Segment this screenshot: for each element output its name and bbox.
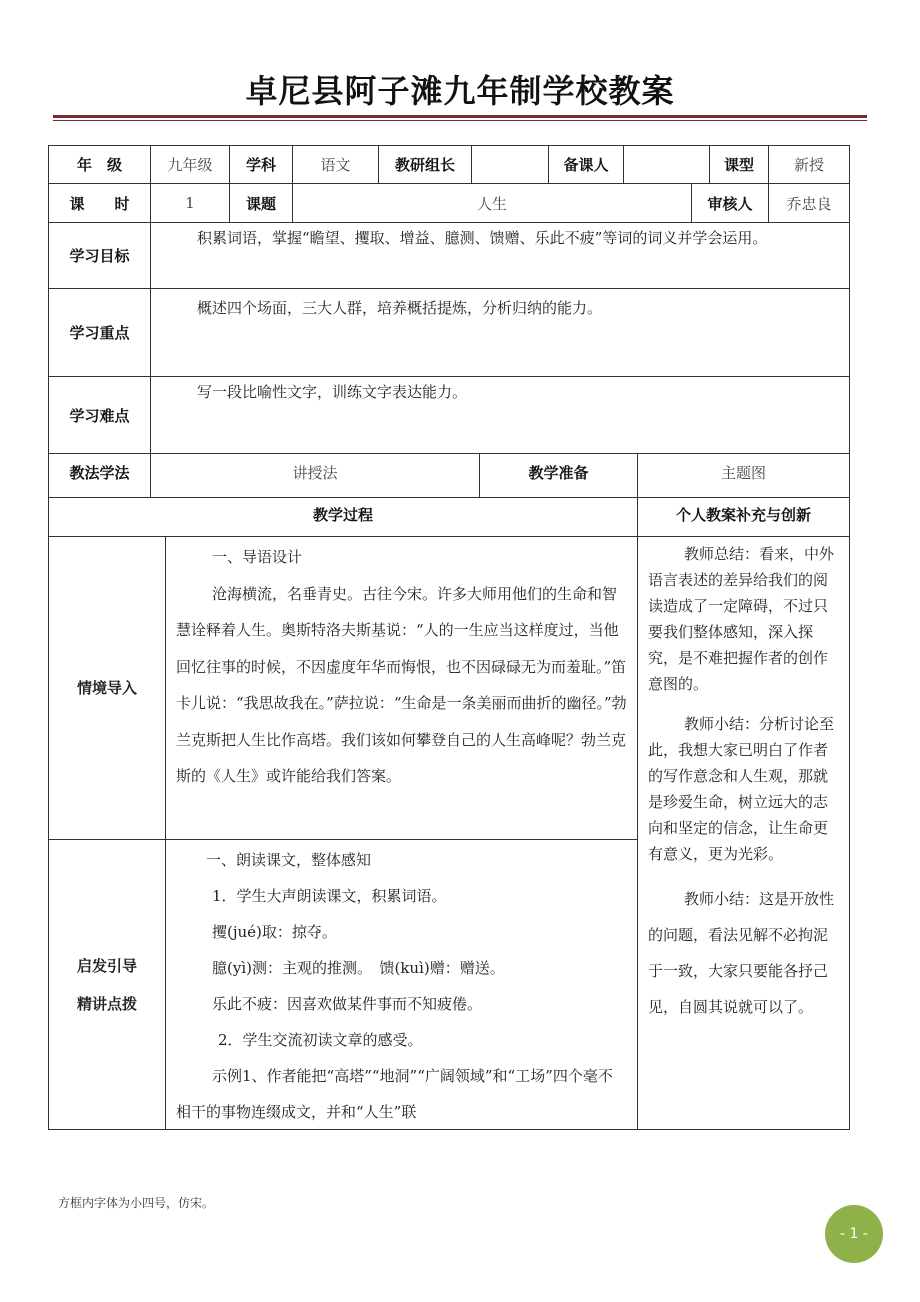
section2-content xyxy=(165,839,638,1130)
grade-label: 年 级 xyxy=(48,145,151,184)
supplement-note-2: 教师小结：分析讨论至此，我想大家已明白了作者的写作意念和人生观，那就是珍爱生命，树立远大的志向和坚定的信念，让生命更有意义，更为光彩。 xyxy=(648,715,835,863)
key-points-text: 概述四个场面，三大人群，培养概括提炼，分析归纳的能力。 xyxy=(150,288,850,377)
process-header: 教学过程 xyxy=(48,497,638,537)
subject-value: 语文 xyxy=(292,145,379,184)
supplement-header: 个人教案补充与创新 xyxy=(637,497,850,537)
goals-label: 学习目标 xyxy=(48,222,151,289)
teaching-prep-label: 教学准备 xyxy=(479,453,638,498)
lesson-type-label: 课型 xyxy=(709,145,769,184)
topic-value: 人生 xyxy=(292,183,692,223)
period-label: 课 时 xyxy=(48,183,151,223)
reviewer-value: 乔忠良 xyxy=(768,183,850,223)
methods-value: 讲授法 xyxy=(150,453,480,498)
section1-paragraph: 沧海横流，名垂青史。古往今宋。许多大师用他们的生命和智慧诠释着人生。奥斯特洛夫斯基说：“人的一生应当这样度过，当他回忆往事的时候，不因虚度年华而悔恨，也不因碌碌无为而羞耻。”笛卡儿说：“我思故我在。”萨拉说：“生命是一条美丽而曲折的幽径。”勃兰克斯把人生比作高塔。我们该如何攀登自己的人生高峰呢？勃兰克斯的《人生》或许能给我们答案。 xyxy=(176,584,627,785)
methods-label: 教法学法 xyxy=(48,453,151,498)
group-leader-value xyxy=(471,145,549,184)
difficulties-label: 学习难点 xyxy=(48,376,151,454)
section2-label-line2: 精讲点拨 xyxy=(76,994,137,1013)
topic-label: 课题 xyxy=(229,183,293,223)
page-number-badge: - 1 - xyxy=(825,1205,883,1263)
period-value: 1 xyxy=(150,183,230,223)
section2-heading: 一、朗读课文，整体感知 xyxy=(206,851,372,869)
section2-label xyxy=(48,839,166,1130)
section2-example: 示例1、作者能把“高塔”“地洞”“广阔领域”和“工场”四个毫不相干的事物连缀成文，并和“人生”联 xyxy=(176,1067,613,1121)
reviewer-label: 审核人 xyxy=(691,183,769,223)
goals-text: 积累词语，掌握“瞻望、攫取、增益、臆测、馈赠、乐此不疲”等词的词义并学会运用。 xyxy=(150,222,850,289)
title-rule-thin xyxy=(53,120,867,121)
key-points-label: 学习重点 xyxy=(48,288,151,377)
difficulties-text: 写一段比喻性文字，训练文字表达能力。 xyxy=(150,376,850,454)
preparer-label: 备课人 xyxy=(548,145,624,184)
teaching-prep-value: 主题图 xyxy=(637,453,850,498)
footnote: 方框内字体为小四号，仿宋。 xyxy=(58,1196,215,1210)
section1-label xyxy=(48,536,166,840)
section2-label-line1: 启发引导 xyxy=(76,956,137,975)
section2-step1: 1．学生大声朗读课文，积累词语。 xyxy=(212,887,447,905)
vocab-jue: 攫(jué)取：掠夺。 xyxy=(212,923,337,941)
supplement-note-3: 教师小结：这是开放性的问题，看法见解不必拘泥于一致，大家只要能各抒己见，自圆其说就可以了。 xyxy=(648,890,835,1016)
supplement-note-1: 教师总结：看来，中外语言表述的差异给我们的阅读造成了一定障碍，不过只要我们整体感知，深入探究，是不难把握作者的创作意图的。 xyxy=(648,545,835,693)
preparer-value xyxy=(623,145,710,184)
section1-label-text: 情境导入 xyxy=(76,679,137,697)
grade-value: 九年级 xyxy=(150,145,230,184)
group-leader-label: 教研组长 xyxy=(378,145,472,184)
vocab-yi-kui: 臆(yì)测：主观的推测。 馈(kuì)赠：赠送。 xyxy=(212,959,505,977)
section1-content xyxy=(165,536,638,840)
lesson-type-value: 新授 xyxy=(768,145,850,184)
supplement-content xyxy=(637,536,850,1130)
section1-heading: 一、导语设计 xyxy=(212,548,303,566)
document-title: 卓尼县阿子滩九年制学校教案 xyxy=(245,72,675,110)
vocab-le-ci-bu-pi: 乐此不疲：因喜欢做某件事而不知疲倦。 xyxy=(212,995,483,1013)
subject-label: 学科 xyxy=(229,145,293,184)
title-rule-thick xyxy=(53,115,867,118)
section2-step2: 2．学生交流初读文章的感受。 xyxy=(218,1031,423,1049)
